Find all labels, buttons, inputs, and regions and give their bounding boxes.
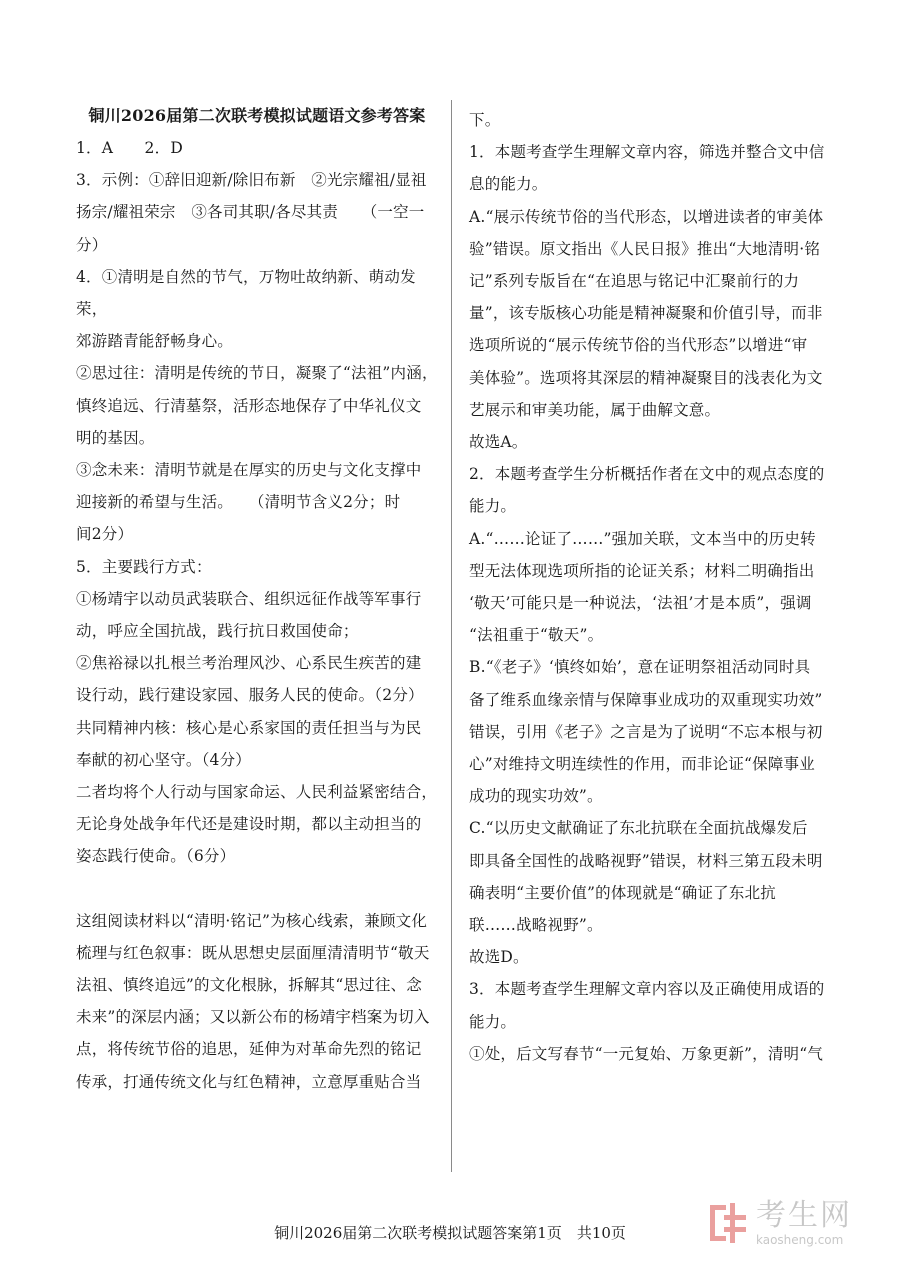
page-title: 铜川2026届第二次联考模拟试题语文参考答案 (88, 106, 426, 125)
left-text-line: 5．主要践行方式： (76, 557, 212, 576)
right-text-line: 即具备全国性的战略视野”错误，材料三第五段未明 (469, 851, 823, 870)
watermark-name: 考生网 (756, 1197, 852, 1233)
right-text-line: A.“展示传统节俗的当代形态，以增进读者的审美体 (469, 207, 824, 226)
right-text-line: 2．本题考查学生分析概括作者在文中的观点态度的 (469, 465, 825, 484)
right-text-line: A.“……论证了……”强加关联，文本当中的历史转 (469, 529, 816, 548)
right-text-line: 故选A。 (469, 433, 528, 452)
right-text-line: 备了维系血缘亲情与保障事业成功的双重现实功效” (469, 690, 823, 709)
left-text-line: 分） (76, 235, 108, 254)
right-text-line: “法祖重于“敬天”。 (469, 626, 604, 645)
right-text-line: 心”对维持文明连续性的作用，而非论证“保障事业 (469, 755, 815, 774)
left-text-line: 梳理与红色叙事：既从思想史层面厘清清明节“敬天 (76, 943, 430, 962)
left-text-line: 这组阅读材料以“清明·铭记”为核心线索，兼顾文化 (76, 911, 428, 930)
left-text-line: 无论身处战争年代还是建设时期，都以主动担当的 (76, 815, 422, 834)
right-text-line: 能力。 (469, 1012, 517, 1031)
right-text-line: 下。 (469, 111, 501, 129)
right-text-line: 联……战略视野”。 (469, 916, 603, 935)
kaosheng-logo-icon (706, 1199, 750, 1247)
left-text-line: 间2分） (76, 525, 134, 544)
right-text-line: ①处，后文写春节“一元复始、万象更新”，清明“气 (469, 1044, 824, 1063)
page-footer: 铜川2026届第二次联考模拟试题答案第1页 共10页 (274, 1224, 626, 1242)
right-text-line: 确表明“主要价值”的体现就是“确证了东北抗 (469, 883, 776, 902)
left-text-line: 扬宗/耀祖荣宗 ③各司其职/各尽其责 （一空一 (76, 203, 425, 222)
right-text-line: 3．本题考查学生理解文章内容以及正确使用成语的 (469, 980, 825, 999)
left-text-line: 3．示例：①辞旧迎新/除旧布新 ②光宗耀祖/显祖 (76, 171, 427, 190)
left-text-line: 动，呼应全国抗战，践行抗日救国使命； (76, 622, 359, 641)
right-text-line: 息的能力。 (469, 175, 548, 194)
left-text-line: 迎接新的希望与生活。 （清明节含义2分；时 (76, 493, 401, 512)
site-watermark (706, 1188, 886, 1258)
right-text-line: 艺展示和审美功能，属于曲解文意。 (469, 400, 721, 419)
right-text-line: 记”系列专版旨在“在追思与铭记中汇聚前行的力 (469, 272, 800, 291)
left-text-line: 姿态践行使命。（6分） (76, 847, 236, 866)
right-text-line: 量”，该专版核心功能是精神凝聚和价值引导，而非 (469, 304, 823, 323)
column-divider (451, 100, 452, 1172)
right-column-body (469, 104, 831, 1070)
left-text-line: 4．①清明是自然的节气，万物吐故纳新、萌动发荣， (76, 267, 416, 319)
left-text-line: 1．A 2．D (76, 139, 183, 157)
right-text-line: 1．本题考查学生理解文章内容，筛选并整合文中信 (469, 143, 825, 162)
left-text-line: 传承，打通传统文化与红色精神，立意厚重贴合当 (76, 1072, 422, 1091)
right-text-line: 验”错误。原文指出《人民日报》推出“大地清明·铭 (469, 239, 821, 258)
left-column-body (76, 132, 438, 1098)
left-text-line: 点，将传统节俗的追思，延伸为对革命先烈的铭记 (76, 1040, 422, 1059)
right-text-line: 美体验”。选项将其深层的精神凝聚目的浅表化为文 (469, 368, 823, 387)
right-text-line: 成功的现实功效”。 (469, 787, 603, 806)
left-text-line (76, 873, 438, 905)
right-text-line: C.“以历史文献确证了东北抗联在全面抗战爆发后 (469, 819, 808, 838)
left-text-line: 设行动，践行建设家园、服务人民的使命。（2分） (76, 686, 424, 705)
left-text-line: 郊游踏青能舒畅身心。 (76, 332, 234, 351)
right-text-line: B.“《老子》‘慎终如始’，意在证明祭祖活动同时具 (469, 658, 811, 677)
left-text-line: 法祖、慎终追远”的文化根脉，拆解其“思过往、念 (76, 976, 422, 995)
right-text-line: ‘敬天’可能只是一种说法，‘法祖’才是本质”，强调 (469, 594, 812, 613)
right-text-line: 型无法体现选项所指的论证关系；材料二明确指出 (469, 561, 815, 580)
left-text-line: 共同精神内核：核心是心系家国的责任担当与为民 (76, 718, 422, 737)
right-column (469, 104, 831, 1070)
left-text-line: ②焦裕禄以扎根兰考治理风沙、心系民生疾苦的建 (76, 654, 422, 673)
right-text-line: 选项所说的“展示传统节俗的当代形态”以增进“审 (469, 336, 808, 355)
left-text-line: ②思过往：清明是传统的节日，凝聚了“法祖”内涵， (76, 364, 438, 383)
left-text-line: 二者均将个人行动与国家命运、人民利益紧密结合， (76, 783, 438, 802)
left-text-line: 明的基因。 (76, 428, 155, 447)
left-text-line: 未来”的深层内涵；又以新公布的杨靖宇档案为切入 (76, 1008, 430, 1027)
left-text-line: ①杨靖宇以动员武装联合、组织远征作战等军事行 (76, 589, 422, 608)
left-text-line: 慎终追远、行清墓祭，活形态地保存了中华礼仪文 (76, 396, 422, 415)
left-text-line: 奉献的初心坚守。（4分） (76, 750, 252, 769)
left-text-line: ③念未来：清明节就是在厚实的历史与文化支撑中 (76, 461, 422, 480)
right-text-line: 故选D。 (469, 948, 529, 967)
right-text-line: 错误，引用《老子》之言是为了说明“不忘本根与初 (469, 722, 823, 741)
watermark-url: kaosheng.com (756, 1232, 844, 1247)
left-column (76, 100, 438, 1098)
right-text-line: 能力。 (469, 497, 517, 516)
